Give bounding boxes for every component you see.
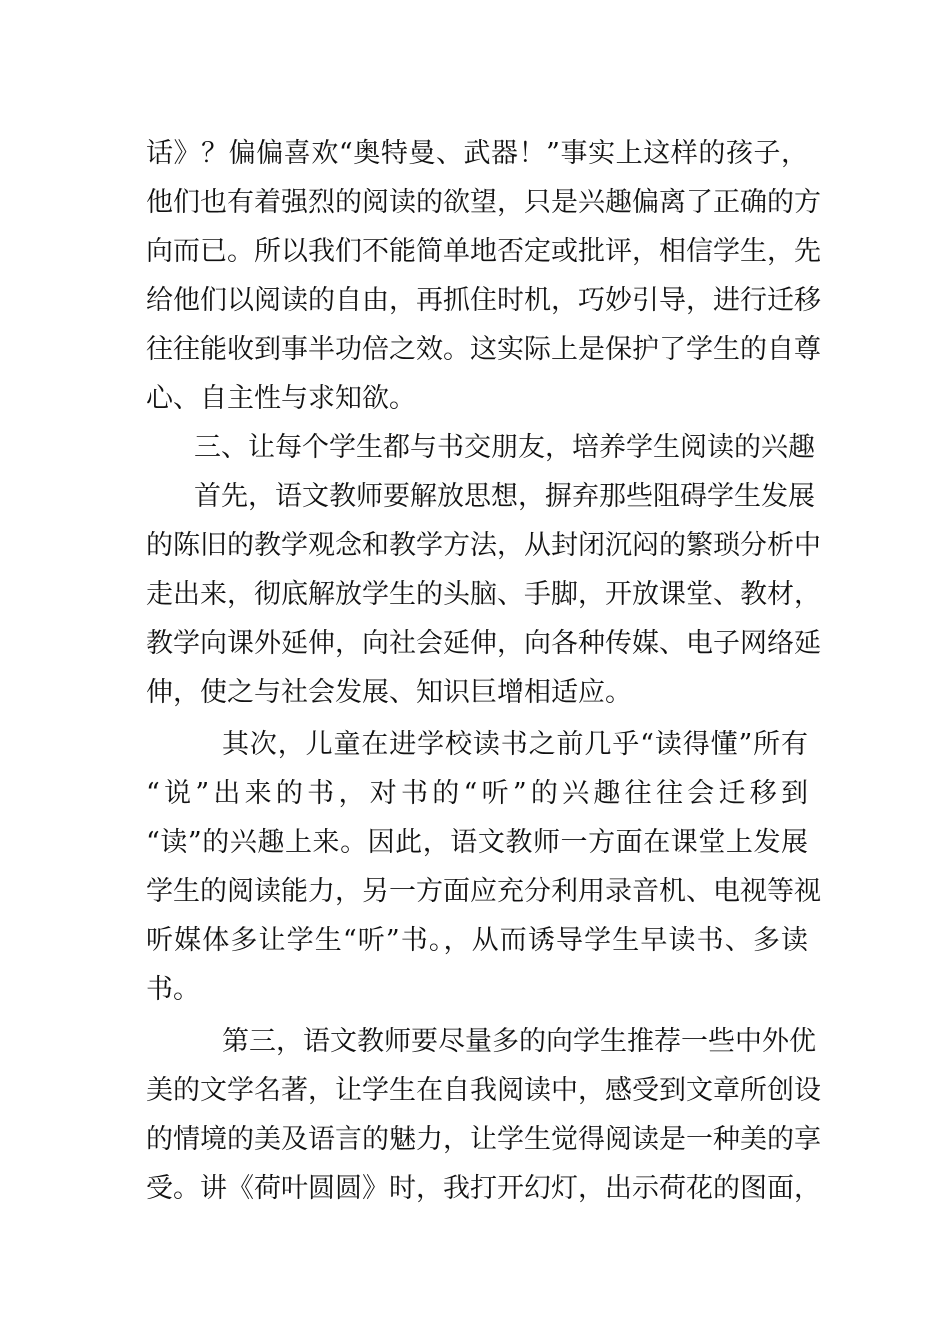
paragraph-line: 教学向课外延伸，向社会延伸，向各种传媒、电子网络延 (146, 628, 821, 659)
section-heading: 三、让每个学生都与书交朋友，培养学生阅读的兴趣 (194, 432, 815, 463)
paragraph-line: 伸，使之与社会发展、知识巨增相适应。 (146, 677, 632, 708)
paragraph-line: 受。讲《荷叶圆圆》时，我打开幻灯，出示荷花的图面， (146, 1173, 821, 1204)
paragraph-line: 走出来，彻底解放学生的头脑、手脚，开放课堂、教材， (146, 579, 821, 610)
paragraph-line: 心、自主性与求知欲。 (146, 383, 416, 414)
paragraph-line: 往往能收到事半功倍之效。这实际上是保护了学生的自尊 (146, 334, 821, 365)
paragraph-line: 第三，语文教师要尽量多的向学生推荐一些中外优 (222, 1026, 816, 1057)
paragraph-line: 的陈旧的教学观念和教学方法，从封闭沉闷的繁琐分析中 (146, 530, 821, 561)
paragraph-line: 学生的阅读能力，另一方面应充分利用录音机、电视等视 (146, 876, 821, 907)
paragraph-line: 话》？偏偏喜欢“奥特曼、武器！”事实上这样的孩子， (146, 138, 808, 169)
paragraph-line: 的情境的美及语言的魅力，让学生觉得阅读是一种美的享 (146, 1124, 821, 1155)
paragraph-line: “读”的兴趣上来。因此，语文教师一方面在课堂上发展 (146, 827, 808, 858)
paragraph-line: 首先，语文教师要解放思想，摒弃那些阻碍学生发展 (194, 481, 815, 512)
paragraph-line: 书。 (146, 974, 200, 1005)
paragraph-line: 其次，儿童在进学校读书之前几乎“读得懂”所有 (222, 729, 808, 760)
paragraph-line: 他们也有着强烈的阅读的欲望，只是兴趣偏离了正确的方 (146, 187, 821, 218)
paragraph-line: 听媒体多让学生“听”书。，从而诱导学生早读书、多读 (146, 925, 808, 956)
paragraph-line: “说”出来的书，对书的“听”的兴趣往往会迁移到 (146, 778, 808, 809)
paragraph-line: 给他们以阅读的自由，再抓住时机，巧妙引导，进行迁移 (146, 285, 821, 316)
paragraph-line: 向而已。所以我们不能简单地否定或批评，相信学生，先 (146, 236, 821, 267)
paragraph-line: 美的文学名著，让学生在自我阅读中，感受到文章所创设 (146, 1075, 821, 1106)
